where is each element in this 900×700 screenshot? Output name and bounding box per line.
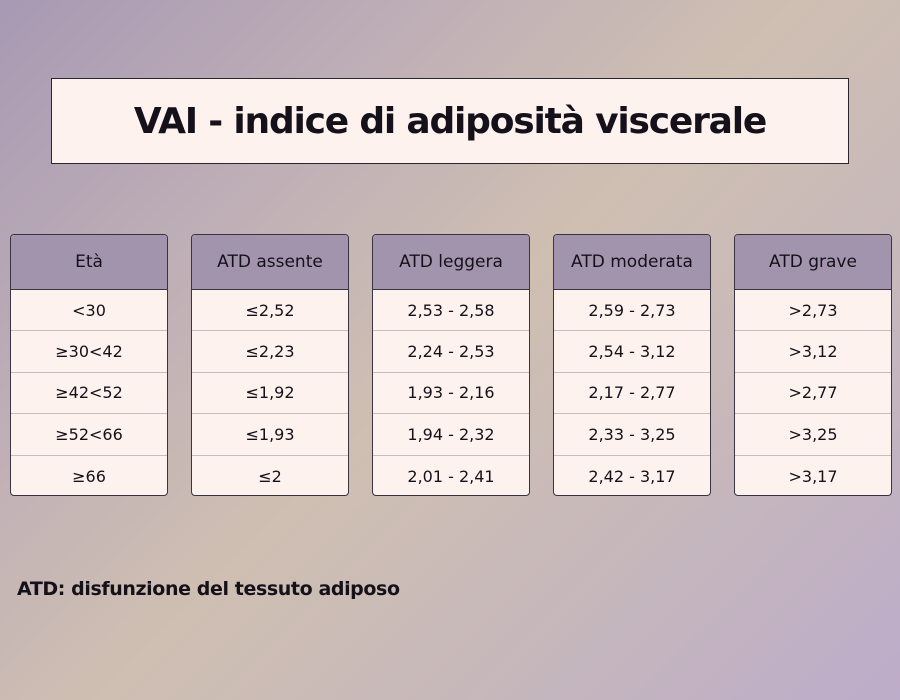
column-eta	[10, 234, 168, 496]
table-cell: 2,01 - 2,41	[407, 466, 495, 486]
table-cell: 2,54 - 3,12	[554, 331, 710, 372]
table-cell: ≥66	[72, 466, 106, 486]
column-atd-moderata	[553, 234, 711, 496]
table-cell: 2,59 - 2,73	[554, 290, 710, 331]
table-cell: ≤2	[258, 466, 282, 486]
table-cell: ≤2,23	[192, 331, 348, 372]
column-atd-assente	[191, 234, 349, 496]
table-cell: ≥42<52	[11, 373, 167, 414]
table-cell: >2,73	[735, 290, 891, 331]
column-atd-grave	[734, 234, 892, 496]
table-cell: 2,17 - 2,77	[554, 373, 710, 414]
column-header: ATD moderata	[554, 235, 710, 290]
title-box	[51, 78, 849, 164]
table-cell: ≥30<42	[11, 331, 167, 372]
column-header: ATD leggera	[373, 235, 529, 290]
table-cell: ≤1,92	[192, 373, 348, 414]
table-cell: 2,42 - 3,17	[588, 466, 676, 486]
table-cell: 2,33 - 3,25	[554, 414, 710, 455]
table-cell: ≤1,93	[192, 414, 348, 455]
table-cell: >2,77	[735, 373, 891, 414]
column-header: ATD grave	[735, 235, 891, 290]
table-cell: <30	[11, 290, 167, 331]
column-atd-leggera	[372, 234, 530, 496]
column-header: ATD assente	[192, 235, 348, 290]
table-cell: 2,24 - 2,53	[373, 331, 529, 372]
table-cell: 2,53 - 2,58	[373, 290, 529, 331]
table-cell: >3,17	[788, 466, 838, 486]
table-cell: 1,93 - 2,16	[373, 373, 529, 414]
table-cell: 1,94 - 2,32	[373, 414, 529, 455]
column-header: Età	[11, 235, 167, 290]
table-cell: ≥52<66	[11, 414, 167, 455]
page-title: VAI - indice di adiposità viscerale	[133, 100, 767, 142]
footnote: ATD: disfunzione del tessuto adiposo	[17, 578, 400, 600]
table-cell: >3,25	[735, 414, 891, 455]
table-cell: ≤2,52	[192, 290, 348, 331]
table-cell: >3,12	[735, 331, 891, 372]
